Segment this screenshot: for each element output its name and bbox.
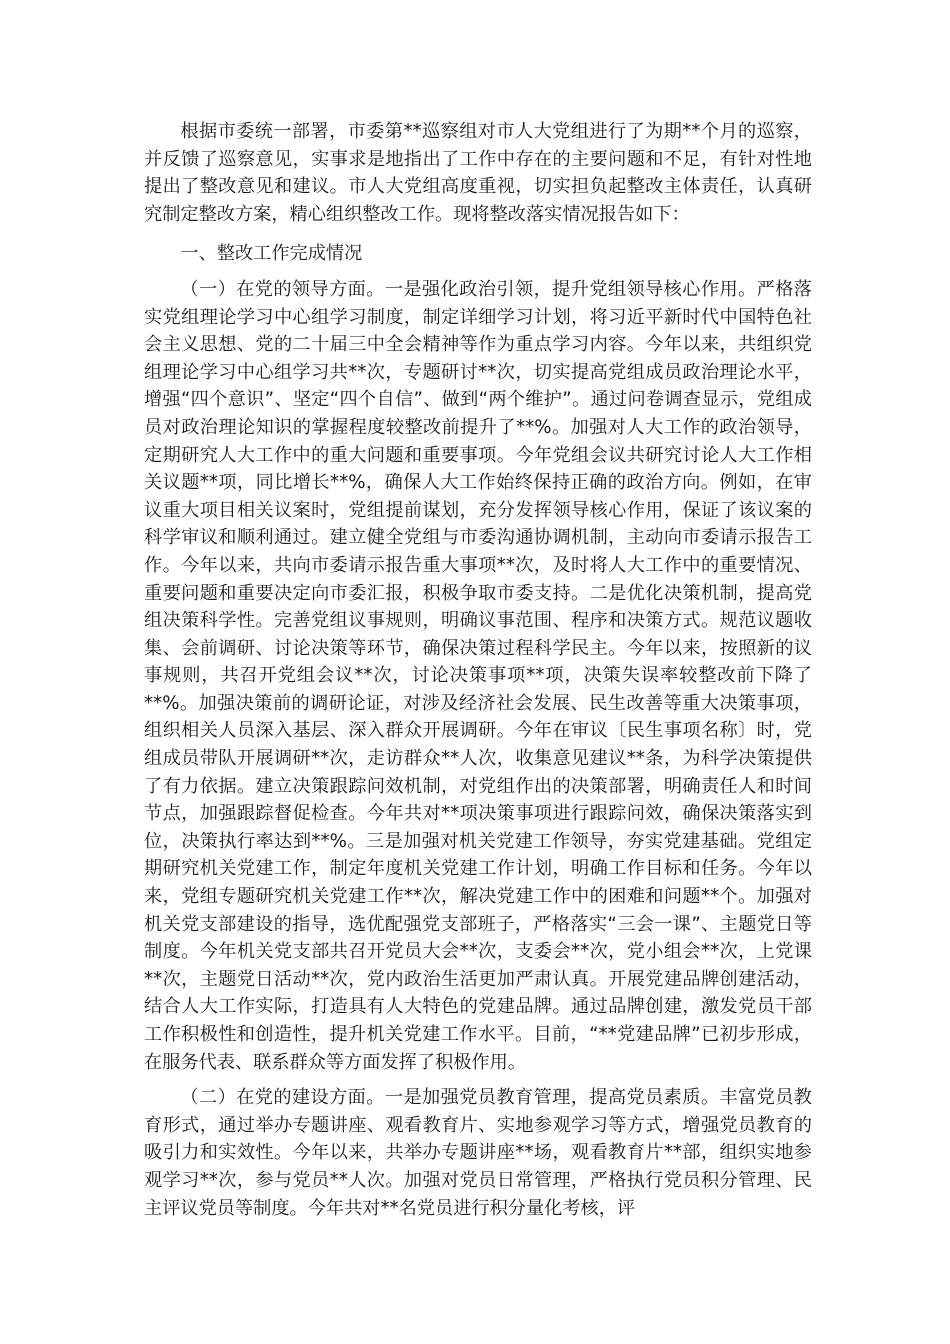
paragraph-party-leadership: （一）在党的领导方面。一是强化政治引领，提升党组领导核心作用。严格落实党组理论学习中心组学习制度，制定详细学习计划，将习近平新时代中国特色社会主义思想、党的二十届三中全会精神等作为重点学习内容。今年以来，共组织党组理论学习中心组学习共**次，专题研讨**次，切实提高党组成员政治理论水平，增强“四个意识”、坚定“四个自信”、做到“两个维护”。通过问卷调查显示，党组成员对政治理论知识的掌握程度较整改前提升了**%。加强对人大工作的政治领导，定期研究人大工作中的重大问题和重要事项。今年党组会议共研究讨论人大工作相关议题**项，同比增长**%，确保人大工作始终保持正确的政治方向。例如，在审议重大项目相关议案时，党组提前谋划，充分发挥领导核心作用，保证了该议案的科学审议和顺利通过。建立健全党组与市委沟通协调机制，主动向市委请示报告工作。今年以来，共向市委请示报告重大事项**次，及时将人大工作中的重要情况、重要问题和重要决定向市委汇报，积极争取市委支持。二是优化决策机制，提高党组决策科学性。完善党组议事规则，明确议事范围、程序和决策方式。规范议题收集、会前调研、讨论决策等环节，确保决策过程科学民主。今年以来，按照新的议事规则，共召开党组会议**次，讨论决策事项**项，决策失误率较整改前下降了**%。加强决策前的调研论证，对涉及经济社会发展、民生改善等重大决策事项，组织相关人员深入基层、深入群众开展调研。今年在审议〔民生事项名称〕时，党组成员带队开展调研**次，走访群众**人次，收集意见建议**条，为科学决策提供了有力依据。建立决策跟踪问效机制，对党组作出的决策部署，明确责任人和时间节点，加强跟踪督促检查。今年共对**项决策事项进行跟踪问效，确保决策落实到位，决策执行率达到**%。三是加强对机关党建工作领导，夯实党建基础。党组定期研究机关党建工作，制定年度机关党建工作计划，明确工作目标和任务。今年以来，党组专题研究机关党建工作**次，解决党建工作中的困难和问题**个。加强对机关党支部建设的指导，选优配强党支部班子，严格落实“三会一课”、主题党日等制度。今年机关党支部共召开党员大会**次，支委会**次，党小组会**次，上党课**次，主题党日活动**次，党内政治生活更加严肃认真。开展党建品牌创建活动，结合人大工作实际，打造具有人大特色的党建品牌。通过品牌创建，激发党员干部工作积极性和创造性，提升机关党建工作水平。目前，“**党建品牌”已初步形成，在服务代表、联系群众等方面发挥了积极作用。 (144, 278, 812, 1073)
document-body (144, 118, 812, 1222)
section-heading-1: 一、整改工作完成情况 (180, 243, 363, 265)
paragraph-party-building: （二）在党的建设方面。一是加强党员教育管理，提高党员素质。丰富党员教育形式，通过举办专题讲座、观看教育片、实地参观学习等方式，增强党员教育的吸引力和实效性。今年以来，共举办专题讲座**场，观看教育片**部，组织实地参观学习**次，参与党员**人次。加强对党员日常管理，严格执行党员积分管理、民主评议党员等制度。今年共对**名党员进行积分量化考核，评 (144, 1087, 812, 1219)
intro-paragraph: 根据市委统一部署，市委第**巡察组对市人大党组进行了为期**个月的巡察，并反馈了巡察意见，实事求是地指出了工作中存在的主要问题和不足，有针对性地提出了整改意见和建议。市人大党组高度重视，切实担负起整改主体责任，认真研究制定整改方案，精心组织整改工作。现将整改落实情况报告如下： (144, 121, 812, 225)
